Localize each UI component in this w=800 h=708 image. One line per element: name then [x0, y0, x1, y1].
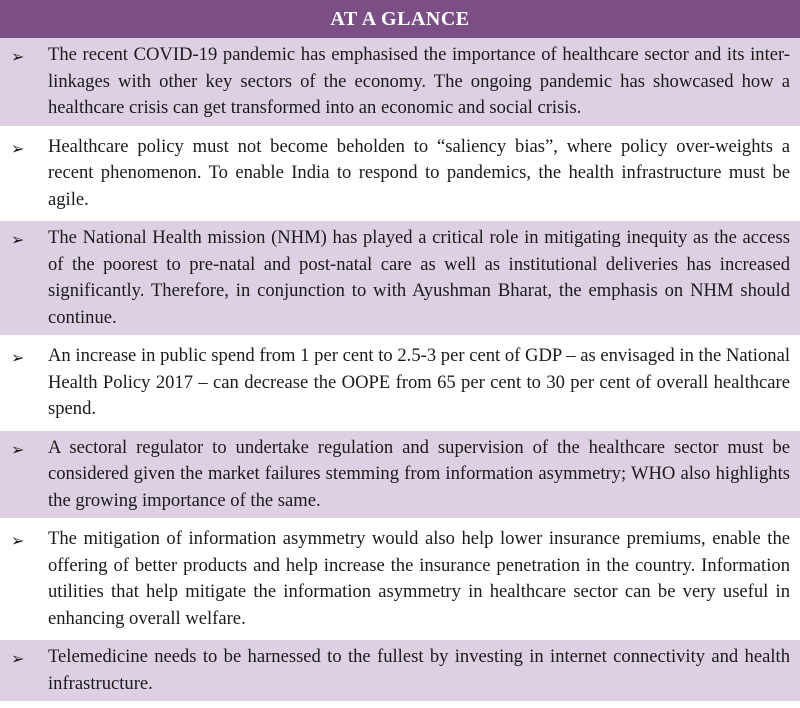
- list-item: [0, 431, 800, 523]
- list-item: [0, 522, 800, 640]
- list-item-text: A sectoral regulator to undertake regulation and supervision of the healthcare sector must be considered given the market failures stemming from information asymmetry; WHO also highlights the growing importance of the same.: [48, 436, 790, 511]
- list-item: [0, 38, 800, 130]
- arrowhead-bullet-icon: ➢: [11, 230, 25, 249]
- bullet-list: [0, 38, 800, 705]
- box-header: [0, 0, 800, 38]
- list-item-text: The mitigation of information asymmetry would also help lower insurance premiums, enable the offering of better products and help increase the insurance penetration in the country. Information utilities that help mitigate the information asymmetry in healthcare sector can be very useful in enhancing overall welfare.: [48, 528, 790, 629]
- list-item-text: The National Health mission (NHM) has played a critical role in mitigating inequity as the access of the poorest to pre-natal and post-natal care as well as institutional deliveries has increased significantly. Therefore, in conjunction to with Ayushman Bharat, the emphasis on NHM should continue.: [48, 227, 790, 328]
- list-item: [0, 130, 800, 222]
- list-item-text: Telemedicine needs to be harnessed to the fullest by investing in internet connectivity and health infrastructure.: [48, 646, 790, 694]
- arrowhead-bullet-icon: ➢: [11, 47, 25, 66]
- arrowhead-bullet-icon: ➢: [11, 439, 25, 459]
- list-item-text: Healthcare policy must not become beholden to “saliency bias”, where policy over-weights a recent phenomenon. To enable India to respond to pandemics, the health infrastructure must be agile.: [48, 135, 790, 210]
- list-item-text: The recent COVID-19 pandemic has emphasised the importance of healthcare sector and its inter-linkages with other key sectors of the economy. The ongoing pandemic has showcased how a healthcare crisis can get transformed into an economic and social crisis.: [48, 44, 790, 118]
- arrowhead-bullet-icon: ➢: [11, 348, 25, 367]
- arrowhead-bullet-icon: ➢: [11, 138, 25, 158]
- list-item-text: An increase in public spend from 1 per cent to 2.5-3 per cent of GDP – as envisaged in the National Health Policy 2017 – can decrease the OOPE from 65 per cent to 30 per cent of overall healthcare spend.: [48, 345, 790, 419]
- box-title: AT A GLANCE: [330, 7, 470, 30]
- list-item: [0, 640, 800, 705]
- list-item: [0, 221, 800, 339]
- arrowhead-bullet-icon: ➢: [11, 531, 25, 550]
- arrowhead-bullet-icon: ➢: [11, 649, 25, 668]
- list-item: [0, 339, 800, 431]
